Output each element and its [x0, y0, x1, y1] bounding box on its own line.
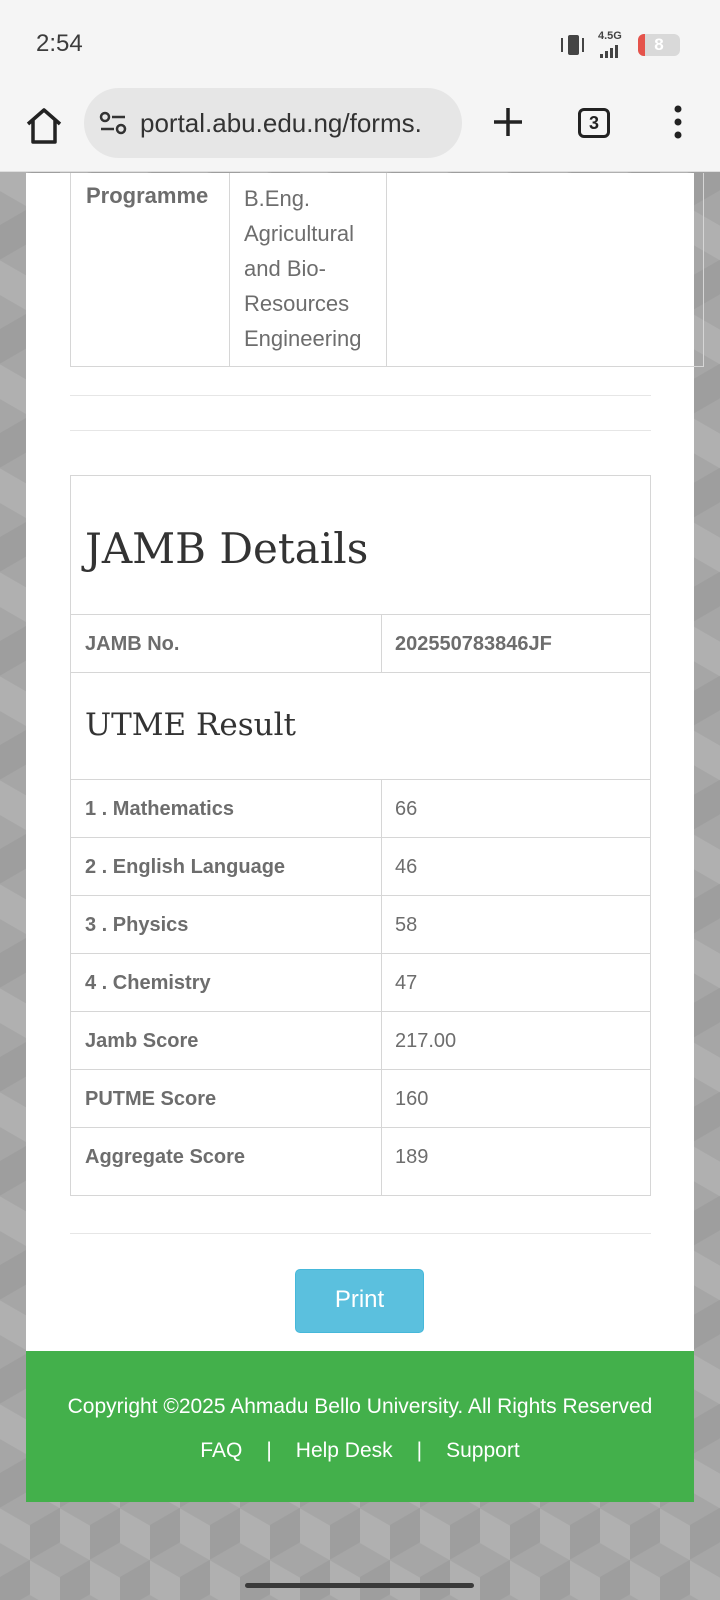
jamb-score-label: Jamb Score — [85, 1030, 199, 1052]
address-bar[interactable] — [84, 88, 462, 158]
table-row — [71, 779, 650, 837]
more-menu-button[interactable] — [664, 102, 692, 142]
aggregate-score-label: Aggregate Score — [85, 1146, 246, 1168]
new-tab-button[interactable] — [488, 102, 528, 142]
jamb-title-row — [71, 476, 650, 614]
gesture-navigation-bar[interactable] — [245, 1583, 474, 1588]
home-icon — [22, 104, 66, 148]
putme-score-value: 160 — [395, 1088, 429, 1110]
table-row — [71, 1127, 650, 1195]
jamb-no-row — [71, 614, 650, 672]
browser-toolbar — [0, 86, 720, 172]
faq-link[interactable]: FAQ — [200, 1439, 243, 1462]
help-desk-link[interactable]: Help Desk — [295, 1439, 393, 1462]
jamb-score-value: 217.00 — [395, 1030, 457, 1052]
status-time: 2:54 — [36, 30, 83, 57]
print-button[interactable]: Print — [295, 1269, 424, 1333]
programme-value: B.Eng. Agricultural and Bio-Resources Engineering — [244, 186, 362, 351]
utme-title-row — [71, 672, 650, 779]
subject-score: 66 — [395, 798, 418, 820]
battery-level: 8 — [654, 35, 664, 54]
table-row — [71, 953, 650, 1011]
jamb-details-table — [70, 475, 651, 1196]
aggregate-score-value: 189 — [395, 1146, 429, 1168]
divider — [70, 1233, 651, 1234]
kebab-menu-icon — [664, 102, 692, 142]
link-separator: | — [416, 1439, 423, 1462]
table-row — [71, 837, 650, 895]
programme-label: Programme — [86, 183, 209, 208]
footer — [26, 1351, 694, 1502]
content-card — [26, 173, 694, 1351]
tab-switcher-button[interactable]: 3 — [578, 108, 610, 138]
jamb-details-heading: JAMB Details — [85, 524, 369, 573]
link-separator: | — [266, 1439, 272, 1462]
battery-icon — [638, 34, 680, 56]
network-type-label: 4.5G — [598, 30, 622, 42]
subject-label: 4 . Chemistry — [85, 972, 211, 994]
table-row — [71, 1011, 650, 1069]
subject-score: 58 — [395, 914, 418, 936]
table-row — [71, 895, 650, 953]
status-bar — [0, 0, 720, 86]
support-link[interactable]: Support — [446, 1439, 520, 1462]
footer-links — [26, 1439, 694, 1463]
utme-result-heading: UTME Result — [85, 707, 296, 743]
divider — [70, 395, 651, 396]
programme-label-cell — [71, 173, 230, 366]
putme-score-label: PUTME Score — [85, 1088, 217, 1110]
signal-icon — [598, 32, 626, 58]
subject-score: 47 — [395, 972, 418, 994]
subject-score: 46 — [395, 856, 418, 878]
vibrate-icon — [560, 33, 586, 57]
jamb-no-label: JAMB No. — [85, 633, 180, 655]
programme-table — [70, 173, 704, 367]
url-text: portal.abu.edu.ng/forms. — [140, 108, 422, 138]
programme-value-cell — [230, 173, 387, 366]
plus-icon — [488, 102, 528, 142]
jamb-no-value: 202550783846JF — [395, 633, 552, 655]
subject-label: 2 . English Language — [85, 856, 286, 878]
site-info-icon[interactable] — [98, 108, 128, 138]
subject-label: 1 . Mathematics — [85, 798, 234, 820]
status-icons — [560, 32, 680, 58]
home-button[interactable] — [22, 104, 66, 148]
copyright-text: Copyright ©2025 Ahmadu Bello University. All Rights Reserved — [67, 1395, 653, 1418]
table-row — [71, 1069, 650, 1127]
subject-label: 3 . Physics — [85, 914, 189, 936]
divider — [70, 430, 651, 431]
